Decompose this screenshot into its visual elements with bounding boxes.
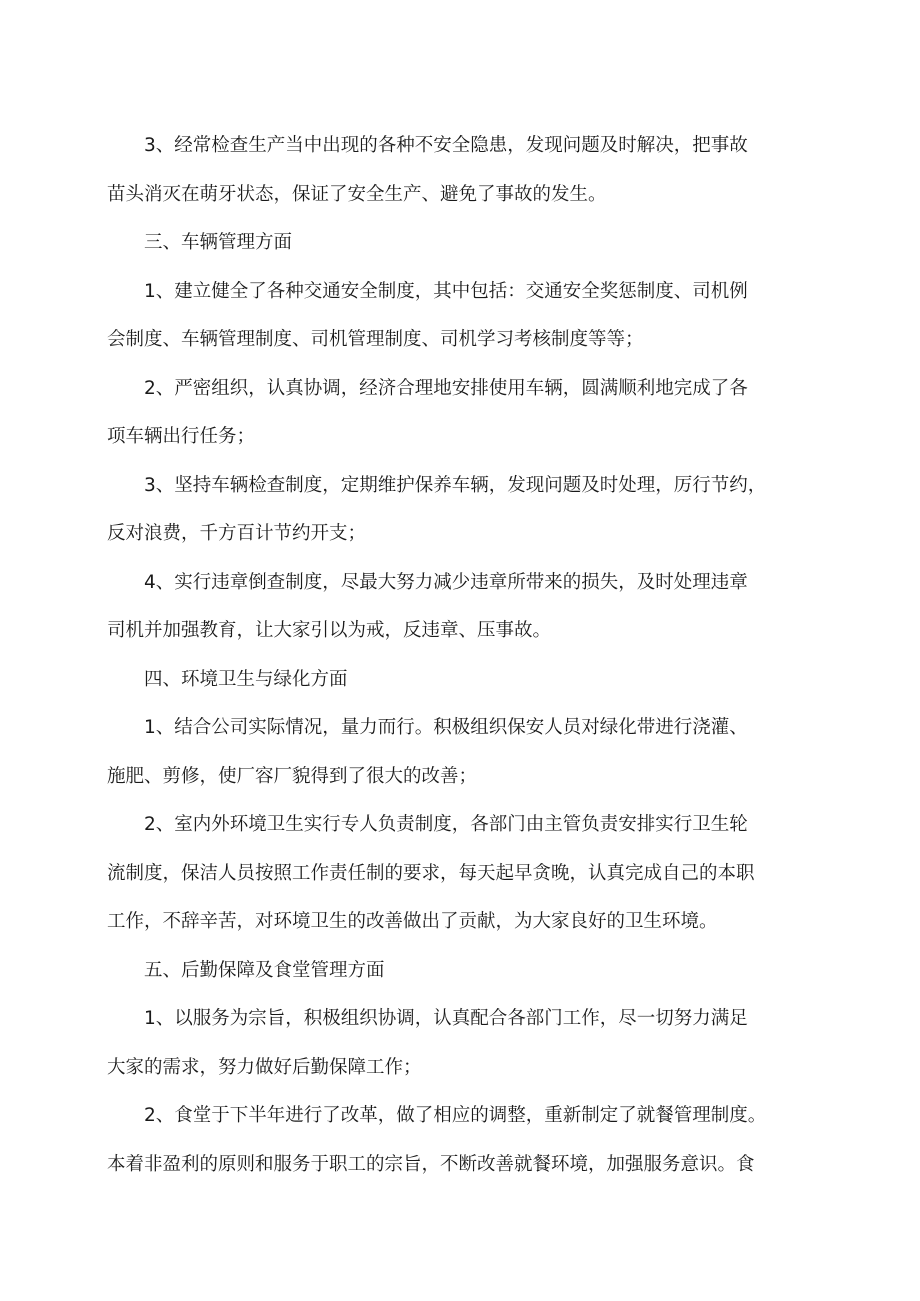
paragraph-line: 3、坚持车辆检查制度，定期维护保养车辆，发现问题及时处理，厉行节约， xyxy=(144,474,767,496)
section-heading xyxy=(107,947,823,996)
paragraph-line: 2、室内外环境卫生实行专人负责制度，各部门由主管负责安排实行卫生轮 xyxy=(144,814,748,835)
paragraph-line: 4、实行违章倒查制度，尽最大努力减少违章所带来的损失，及时处理违章 xyxy=(144,571,748,593)
heading-text: 五、后勤保障及食堂管理方面 xyxy=(144,959,385,981)
paragraph-line: 2、严密组织，认真协调，经济合理地安排使用车辆，圆满顺利地完成了各 xyxy=(144,377,748,399)
paragraph-line: 项车辆出行任务； xyxy=(107,426,256,447)
paragraph xyxy=(107,365,823,462)
paragraph-line: 1、以服务为宗旨，积极组织协调，认真配合各部门工作，尽一切努力满足 xyxy=(144,1008,748,1029)
paragraph-line: 流制度，保洁人员按照工作责任制的要求，每天起早贪晚，认真完成自己的本职 xyxy=(107,862,755,884)
section-heading xyxy=(107,656,823,705)
paragraph-line: 2、食堂于下半年进行了改革，做了相应的调整，重新制定了就餐管理制度。 xyxy=(144,1105,767,1126)
paragraph xyxy=(107,995,823,1092)
paragraph-line: 苗头消灭在萌牙状态，保证了安全生产、避免了事故的发生。 xyxy=(107,183,607,205)
paragraph-line: 工作，不辞辛苦，对环境卫生的改善做出了贡献，为大家良好的卫生环境。 xyxy=(107,911,718,932)
paragraph xyxy=(107,704,823,801)
paragraph xyxy=(107,801,823,947)
paragraph xyxy=(107,268,823,365)
heading-text: 三、车辆管理方面 xyxy=(144,232,293,253)
paragraph-line: 会制度、车辆管理制度、司机管理制度、司机学习考核制度等等； xyxy=(107,329,644,350)
paragraph-line: 本着非盈利的原则和服务于职工的宗旨，不断改善就餐环境，加强服务意识。食 xyxy=(107,1153,755,1175)
paragraph-line: 1、结合公司实际情况，量力而行。积极组织保安人员对绿化带进行浇灌、 xyxy=(144,717,748,738)
paragraph-line: 3、经常检查生产当中出现的各种不安全隐患，发现问题及时解决，把事故 xyxy=(144,135,748,156)
paragraph xyxy=(107,559,823,656)
paragraph xyxy=(107,122,823,219)
paragraph-line: 施肥、剪修，使厂容厂貌得到了很大的改善； xyxy=(107,765,478,787)
section-heading xyxy=(107,219,823,268)
paragraph xyxy=(107,462,823,559)
heading-text: 四、环境卫生与绿化方面 xyxy=(144,668,348,690)
paragraph-line: 1、建立健全了各种交通安全制度，其中包括：交通安全奖惩制度、司机例 xyxy=(144,280,748,302)
paragraph xyxy=(107,1092,823,1189)
paragraph-line: 司机并加强教育，让大家引以为戒，反违章、压事故。 xyxy=(107,620,552,641)
document-body xyxy=(107,122,823,1189)
paragraph-line: 大家的需求，努力做好后勤保障工作； xyxy=(107,1056,422,1078)
paragraph-line: 反对浪费，千方百计节约开支； xyxy=(107,523,367,544)
